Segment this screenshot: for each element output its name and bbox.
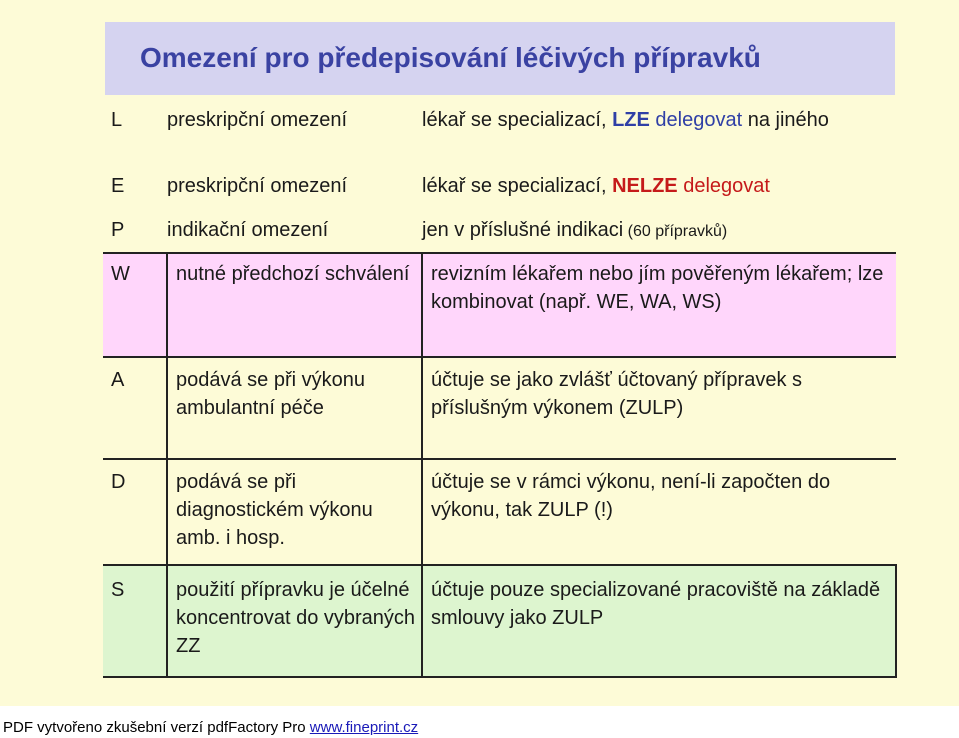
table-row-l: [103, 98, 896, 162]
row-type: podává se při výkonu ambulantní péče: [167, 357, 422, 459]
footer: [3, 719, 418, 736]
row-code: E: [111, 175, 125, 197]
footer-text: PDF vytvořeno zkušební verzí pdfFactory Pro: [3, 719, 310, 736]
row-desc: účtuje pouze specializované pracoviště na základě smlouvy jako ZULP: [422, 565, 896, 677]
row-desc: [422, 98, 896, 162]
row-desc: revizním lékařem nebo jím pověřeným lékařem; lze kombinovat (např. WE, WA, WS): [422, 253, 896, 357]
desc-text: lékař se specializací,: [422, 109, 613, 131]
row-type: preskripční omezení: [167, 175, 348, 197]
row-desc: účtuje se jako zvlášť účtovaný přípravek s příslušným výkonem (ZULP): [422, 357, 896, 459]
desc-text: lékař se specializací,: [422, 175, 613, 197]
table-row-d: [103, 459, 896, 565]
row-type: podává se při diagnostickém výkonu amb. i hosp.: [167, 459, 422, 565]
table-row-e: [103, 162, 896, 208]
desc-text: jen v příslušné indikaci: [422, 219, 624, 241]
desc-delegate: delegovat: [677, 175, 770, 197]
row-code: L: [111, 109, 123, 131]
page-title: Omezení pro předepisování léčivých přípravků: [140, 42, 761, 73]
row-code: D: [103, 459, 167, 565]
row-code: A: [103, 357, 167, 459]
row-desc: účtuje se v rámci výkonu, není-li započten do výkonu, tak ZULP (!): [422, 459, 896, 565]
desc-tail: na jiného: [742, 109, 829, 131]
row-type: indikační omezení: [167, 219, 329, 241]
table-row-a: [103, 357, 896, 459]
table-row-w: [103, 253, 896, 357]
desc-count: (60 přípravků): [623, 223, 728, 240]
row-type: použití přípravku je účelné koncentrovat do vybraných ZZ: [167, 565, 422, 677]
table-row-s: [103, 565, 896, 677]
row-desc: [422, 208, 896, 253]
row-type: nutné předchozí schválení: [167, 253, 422, 357]
table-row-p: [103, 208, 896, 253]
keyword-lze: LZE: [612, 109, 650, 131]
keyword-nelze: NELZE: [612, 175, 678, 197]
row-code: W: [103, 253, 167, 357]
desc-delegate: delegovat: [649, 109, 743, 131]
row-type: preskripční omezení: [167, 109, 348, 131]
restrictions-table: [103, 98, 897, 678]
row-desc: [422, 162, 896, 208]
footer-link[interactable]: www.fineprint.cz: [309, 719, 419, 736]
row-code: P: [111, 219, 125, 241]
row-code: S: [103, 565, 167, 677]
